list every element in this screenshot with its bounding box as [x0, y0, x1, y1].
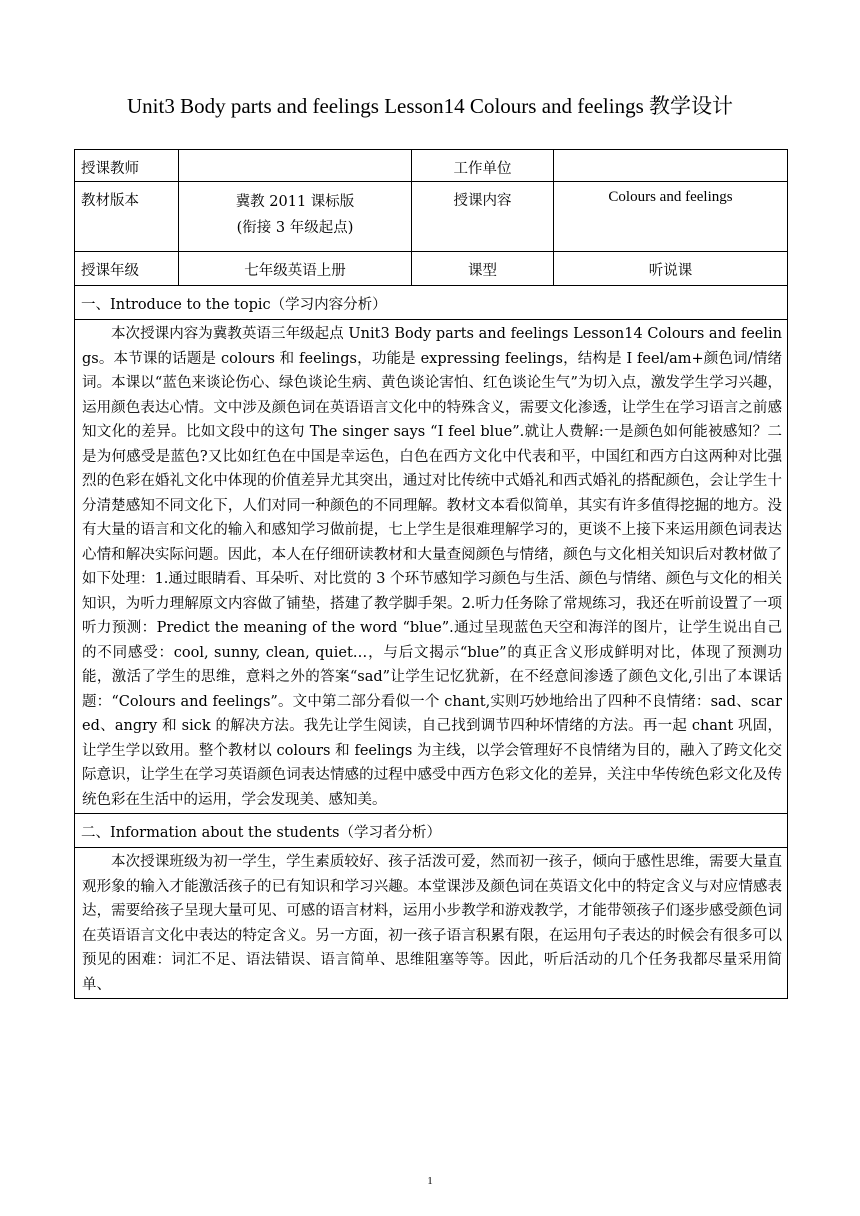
- edition-value: [179, 182, 412, 252]
- section-2-body-cell: [75, 848, 788, 999]
- lesson-info-table: [74, 149, 788, 999]
- grade-value: 七年级英语上册: [179, 252, 412, 286]
- document-title: Unit3 Body parts and feelings Lesson14 Colours and feelings 教学设计: [126, 94, 733, 118]
- table-row: [75, 814, 788, 848]
- section-1-body: 本次授课内容为冀教英语三年级起点 Unit3 Body parts and feelings Lesson14 Colours and feelings。本节课的话题是 colours 和 feelings，功能是 expressing feelings，结构是 I feel/am+颜色词/情绪词。本课以“蓝色来谈论伤心、绿色谈论生病、黄色谈论害怕、红色谈论生气”为切入点，激发学生学习兴趣，运用颜色表达心情。文中涉及颜色词在英语语言文化中的特殊含义，需要文化渗透，让学生在学习语言之前感知文化的差异。比如文段中的这句 The singer says “I feel blue”.就让人费解:一是颜色如何能被感知？二是为何感受是蓝色?又比如红色在中国是幸运色，白色在西方文化中代表和平，中国红和西方白这两种对比强烈的色彩在婚礼文化中体现的价值差异尤其突出，通过对比传统中式婚礼和西式婚礼的搭配颜色，会让学生十分清楚感知不同文化下，人们对同一种颜色的不同理解。教材文本看似简单，其实有许多值得挖掘的地方。没有大量的语言和文化的输入和感知学习做前提，七上学生是很难理解学习的，更谈不上接下来运用颜色词表达心情和解决实际问题。因此，本人在仔细研读教材和大量查阅颜色与情绪，颜色与文化相关知识后对教材做了如下处理：1.通过眼睛看、耳朵听、对比赏的 3 个环节感知学习颜色与生活、颜色与情绪、颜色与文化的相关知识，为听力理解原文内容做了铺垫，搭建了教学脚手架。2.听力任务除了常规练习，我还在听前设置了一项听力预测：Predict the meaning of the word “blue”.通过呈现蓝色天空和海洋的图片，让学生说出自己的不同感受：cool, sunny, clean, quiet…，与后文揭示“blue”的真正含义形成鲜明对比，体现了预测功能，激活了学生的思维，意料之外的答案“sad”让学生记忆犹新，在不经意间渗透了颜色文化,引出了本课话题：“Colours and feelings”。文中第二部分看似一个 chant,实则巧妙地给出了四种不良情绪：sad、scared、angry 和 sick 的解决方法。我先让学生阅读，自己找到调节四种坏情绪的方法。再一起 chant 巩固，让学生学以致用。整个教材以 colours 和 feelings 为主线，以学会管理好不良情绪为目的，融入了跨文化交际意识，让学生在学习英语颜色词表达情感的过程中感受中西方色彩文化的差异，关注中华传统色彩文化及传统色彩在生活中的运用，学会发现美、感知美。: [82, 326, 782, 808]
- section-1-heading: 一、Introduce to the topic（学习内容分析）: [75, 286, 788, 320]
- teacher-value: [179, 150, 412, 182]
- table-row: [75, 320, 788, 814]
- content-label: 授课内容: [412, 182, 554, 252]
- section-1-body-cell: [75, 320, 788, 814]
- edition-line-2: (衔接 3 年级起点): [236, 220, 354, 236]
- table-row: [75, 286, 788, 320]
- table-row: [75, 848, 788, 999]
- page-number: 1: [427, 1175, 433, 1187]
- edition-label: 教材版本: [75, 182, 179, 252]
- table-row: [75, 252, 788, 286]
- grade-label: 授课年级: [75, 252, 179, 286]
- teacher-label: 授课教师: [75, 150, 179, 182]
- table-row: [75, 150, 788, 182]
- unit-label: 工作单位: [412, 150, 554, 182]
- section-2-heading: 二、Information about the students（学习者分析）: [75, 814, 788, 848]
- unit-value: [554, 150, 788, 182]
- type-label: 课型: [412, 252, 554, 286]
- edition-line-1: 冀教 2011 课标版: [235, 194, 355, 210]
- type-value: 听说课: [554, 252, 788, 286]
- table-row: [75, 182, 788, 252]
- content-value: Colours and feelings: [554, 182, 788, 252]
- section-2-body: 本次授课班级为初一学生，学生素质较好、孩子活泼可爱，然而初一孩子，倾向于感性思维，需要大量直观形象的输入才能激活孩子的已有知识和学习兴趣。本堂课涉及颜色词在英语文化中的特定含义与对应情感表达，需要给孩子呈现大量可见、可感的语言材料，运用小步教学和游戏教学，才能带领孩子们逐步感受颜色词在英语语言文化中表达的特定含义。另一方面，初一孩子语言积累有限，在运用句子表达的时候会有很多可以预见的困难：词汇不足、语法错误、语言简单、思维阻塞等等。因此，听后活动的几个任务我都尽量采用简单、: [82, 854, 782, 993]
